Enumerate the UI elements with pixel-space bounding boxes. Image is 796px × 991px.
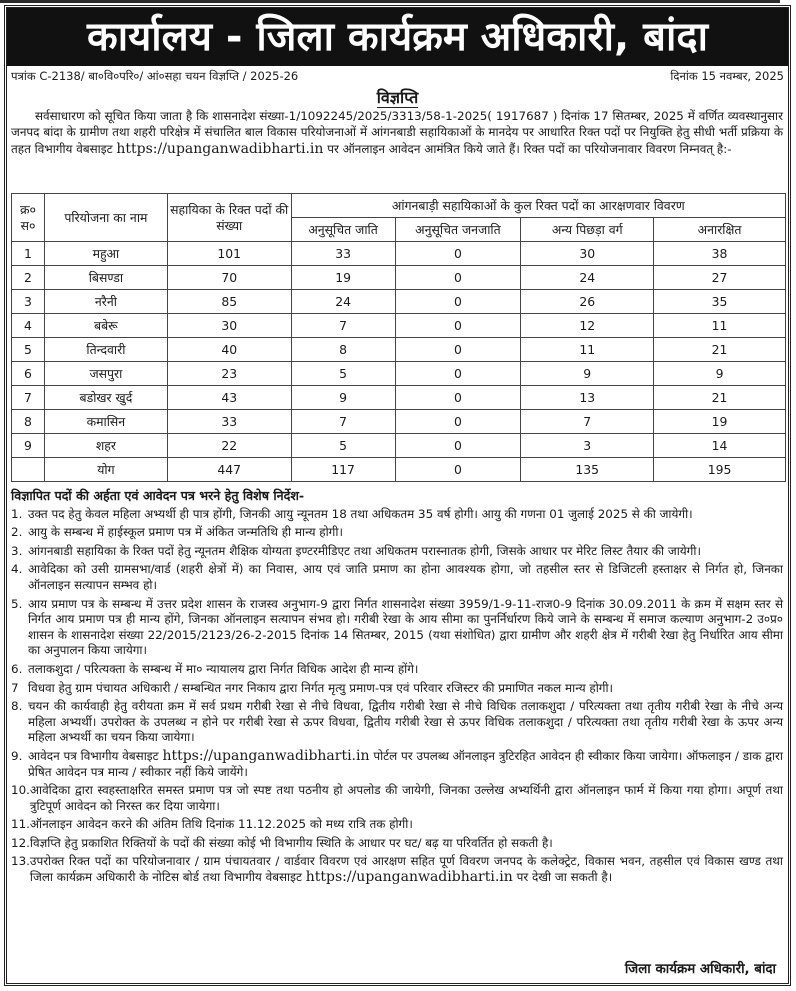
cell-unreserved: 11 xyxy=(654,314,786,338)
cell-unreserved: 9 xyxy=(654,362,786,386)
instruction-number: 10. xyxy=(11,783,30,798)
cell-vacancies: 85 xyxy=(167,290,291,314)
instruction-text-before: उपरोक्त रिक्त पदों का परियोजनावार / ग्राम पंचायतवार / वार्डवार विवरण एवं आरक्षण सहित पूर्ण विवरण जनपद के कलेक्ट्रेट, विकास भवन, तहसील एवं विकास खण्ड तथा जिला कार्यक्रम अधिकारी के नोटिस बोर्ड तथा विभागीय वेबसाइट xyxy=(29,854,783,885)
instruction-text-after: पर देखी जा सकती है। xyxy=(512,870,613,885)
cell-unreserved: 27 xyxy=(654,266,786,290)
reference-row xyxy=(7,66,788,86)
table-total-row xyxy=(12,458,786,482)
col-header-sc: अनुसूचित जाति xyxy=(291,218,395,242)
cell-project: बिसण्डा xyxy=(44,266,167,290)
cell-sc: 8 xyxy=(291,338,395,362)
cell-sno: 4 xyxy=(12,314,45,338)
cell-sc: 19 xyxy=(291,266,395,290)
cell-vacancies: 43 xyxy=(167,386,291,410)
instruction-text: विधवा हेतु ग्राम पंचायत अधिकारी / सम्बन्धित नगर निकाय द्वारा निर्गत मृत्यु प्रमाण-पत्र एवं परिवार रजिस्टर की प्रमाणित नकल मान्य होगी। xyxy=(28,680,614,695)
cell-sno xyxy=(12,458,45,482)
instruction-item xyxy=(11,836,783,852)
cell-obc: 11 xyxy=(521,338,654,362)
instruction-text: आवेदिका द्वारा स्वहस्ताक्षरित समस्त प्रमाण पत्र जो स्पष्ट तथा पठनीय हो अपलोड की जायेगी, जिनका उल्लेख अभ्यर्थिनी द्वारा ऑनलाइन फार्म में किया गया होगा। अपूर्ण तथा त्रुटिपूर्ण आवेदन को निरस्त कर दिया जायेगा। xyxy=(29,783,783,813)
cell-project: जसपुरा xyxy=(44,362,167,386)
cell-vacancies: 40 xyxy=(167,338,291,362)
top-edge-strip xyxy=(0,0,780,3)
table-row xyxy=(12,314,786,338)
col-header-reservation-group: आंगनबाड़ी सहायिकाओं के कुल रिक्त पदों का आरक्षणवार विवरण xyxy=(291,194,785,218)
table-row xyxy=(12,338,786,362)
instruction-item xyxy=(11,854,783,885)
cell-sc: 7 xyxy=(291,314,395,338)
col-header-project: परियोजना का नाम xyxy=(44,194,167,242)
instruction-number: 3. xyxy=(11,543,23,558)
instruction-item xyxy=(11,817,783,833)
cell-project: कमासिन xyxy=(44,410,167,434)
notice-date: दिनांक 15 नवम्बर, 2025 xyxy=(670,69,784,83)
instruction-number: 13. xyxy=(11,854,30,869)
cell-vacancies: 70 xyxy=(167,266,291,290)
letter-number: पत्रांक C-2138/ बा०वि०परि०/ आं०सहा चयन विज्ञप्ति / 2025-26 xyxy=(11,69,299,83)
cell-sno: 9 xyxy=(12,434,45,458)
col-header-vacancies: सहायिका के रिक्त पदों की संख्या xyxy=(167,194,291,242)
cell-vacancies: 33 xyxy=(167,410,291,434)
cell-obc: 3 xyxy=(521,434,654,458)
instructions-section xyxy=(11,488,783,889)
instruction-number: 1. xyxy=(11,506,23,521)
office-title-bar xyxy=(7,8,788,66)
cell-obc: 13 xyxy=(521,386,654,410)
instruction-number: 5. xyxy=(11,596,23,611)
cell-obc: 26 xyxy=(521,290,654,314)
instruction-item xyxy=(11,525,783,541)
cell-sc: 5 xyxy=(291,362,395,386)
cell-obc: 12 xyxy=(521,314,654,338)
cell-obc: 9 xyxy=(521,362,654,386)
table-row xyxy=(12,290,786,314)
cell-sc: 24 xyxy=(291,290,395,314)
instruction-text: चयन की कार्यवाही हेतु वरीयता क्रम में सर्व प्रथम गरीबी रेखा से नीचे विधवा, द्वितीय गरीबी रेखा से नीचे विधिक तलाकशुदा / परित्यक्ता तथा तृतीय गरीबी रेखा के नीचे अन्य महिला अभ्यर्थी। उपरोक्त के उपलब्ध न होने पर गरीबी रेखा से ऊपर विधवा, द्वितीय गरीबी रेखा से ऊपर विधिक तलाकशुदा / परित्यक्ता तथा तृतीय गरीबी रेखा के ऊपर अन्य महिला अभ्यर्थी का चयन किया जायेगा। xyxy=(28,699,783,745)
signature-block: जिला कार्यक्रम अधिकारी, बांदा xyxy=(624,962,776,977)
instruction-number: 2. xyxy=(11,525,23,540)
cell-total-vacancies: 447 xyxy=(167,458,291,482)
cell-total-unreserved: 195 xyxy=(654,458,786,482)
website-link[interactable]: https://upanganwadibharti.in xyxy=(162,747,370,764)
website-link[interactable]: https://upanganwadibharti.in xyxy=(116,140,324,157)
notice-title-text: विज्ञप्ति xyxy=(376,88,419,107)
instruction-text-before: आवेदन पत्र विभागीय वेबसाइट xyxy=(28,748,163,763)
instruction-number: 7 xyxy=(11,680,19,695)
cell-project: नरैनी xyxy=(44,290,167,314)
cell-sno: 2 xyxy=(12,266,45,290)
instruction-number: 6. xyxy=(11,661,23,676)
instruction-item xyxy=(11,507,783,523)
intro-paragraph xyxy=(11,108,783,157)
cell-vacancies: 30 xyxy=(167,314,291,338)
col-header-sno: क्र० स० xyxy=(12,194,45,242)
cell-project: तिन्दवारी xyxy=(44,338,167,362)
instructions-list xyxy=(11,507,783,886)
table-row xyxy=(12,266,786,290)
instruction-item xyxy=(11,783,783,814)
instruction-text: आय प्रमाण पत्र के सम्बन्ध में उत्तर प्रदेश शासन के राजस्व अनुभाग-9 द्वारा निर्गत शासनादेश संख्या 3959/1-9-11-राज0-9 दिनांक 30.09.2011 के क्रम में सक्षम स्तर से निर्गत आय प्रमाण पत्र ही मान्य होंगे, जिनका ऑनलाइन सत्यापन संभव हो। गरीबी रेखा के आय सीमा का पुनर्निर्धारण किये जाने के सम्बन्ध में समाज कल्याण अनुभाग-2 उ०प्र० शासन के शासनादेश संख्या 22/2015/2123/26-2-2015 दिनांक 14 सितम्बर, 2015 (यथा संशोधित) द्वारा ग्रामीण और शहरी क्षेत्र में गरीबी रेखा हेतु निर्धारित आय सीमा का अनुपालन किया जायेगा। xyxy=(28,596,783,658)
cell-vacancies: 101 xyxy=(167,242,291,266)
cell-vacancies: 22 xyxy=(167,434,291,458)
cell-st: 0 xyxy=(395,314,521,338)
cell-total-label: योग xyxy=(44,458,167,482)
cell-total-obc: 135 xyxy=(521,458,654,482)
cell-project: बबेरू xyxy=(44,314,167,338)
instruction-item xyxy=(11,749,783,780)
col-header-obc: अन्य पिछड़ा वर्ग xyxy=(521,218,654,242)
instruction-item xyxy=(11,597,783,659)
cell-st: 0 xyxy=(395,290,521,314)
instruction-number: 8. xyxy=(11,699,23,714)
instruction-number: 11. xyxy=(11,817,30,832)
cell-st: 0 xyxy=(395,362,521,386)
table-row xyxy=(12,242,786,266)
notice-title xyxy=(7,86,788,108)
instruction-text: ऑनलाइन आवेदन करने की अंतिम तिथि दिनांक 11.12.2025 को मध्य रात्रि तक होगी। xyxy=(29,817,413,832)
col-header-st: अनुसूचित जनजाति xyxy=(395,218,521,242)
instruction-text: तलाकशुदा / परित्यक्ता के सम्बन्ध में मा० न्यायालय द्वारा निर्गत विधिक आदेश ही मान्य होंगे। xyxy=(28,661,419,676)
cell-unreserved: 21 xyxy=(654,338,786,362)
cell-st: 0 xyxy=(395,338,521,362)
cell-sno: 7 xyxy=(12,386,45,410)
col-header-unreserved: अनारक्षित xyxy=(654,218,786,242)
intro-text-part2: पर ऑनलाइन आवेदन आमंत्रित किये जाते हैं। रिक्त पदों का परियोजनावार विवरण निम्नवत् है:- xyxy=(323,141,732,156)
cell-st: 0 xyxy=(395,410,521,434)
cell-st: 0 xyxy=(395,386,521,410)
table-row xyxy=(12,434,786,458)
instruction-text: आंगनबाडी सहायिका के रिक्त पदों हेतु न्यूनतम शैक्षिक योग्यता इण्टरमीडिएट तथा अधिकतम परास्नातक होगी, जिसके आधार पर मेरिट लिस्ट तैयार की जायेगी। xyxy=(28,543,701,558)
instruction-text: आयु के सम्बन्ध में हाईस्कूल प्रमाण पत्र में अंकित जन्मतिथि ही मान्य होगी। xyxy=(28,525,343,540)
cell-sno: 8 xyxy=(12,410,45,434)
notice-frame xyxy=(4,5,791,986)
table-row xyxy=(12,386,786,410)
instruction-text-after: पोर्टल पर उपलब्ध ऑनलाइन त्रुटिरहित आवेदन ही स्वीकार किया जायेगा। ऑफलाइन / डाक द्वारा प्रेषित आवेदन पत्र मान्य / स्वीकार नहीं किये जायेंगे। xyxy=(28,748,783,779)
cell-st: 0 xyxy=(395,434,521,458)
instruction-text: आवेदिका को उसी ग्रामसभा/वार्ड (शहरी क्षेत्रों में) का निवास, आय एवं जाति प्रमाण का होना आवश्यक होगा, जो तहसील स्तर से डिजिटली हस्ताक्षर से निर्गत हो, जिनका ऑनलाइन सत्यापन सम्भव हो। xyxy=(28,562,783,592)
cell-sno: 1 xyxy=(12,242,45,266)
instruction-number: 9. xyxy=(11,748,23,763)
cell-st: 0 xyxy=(395,242,521,266)
office-title: कार्यालय - जिला कार्यक्रम अधिकारी, बांदा xyxy=(87,14,708,60)
cell-obc: 30 xyxy=(521,242,654,266)
cell-total-sc: 117 xyxy=(291,458,395,482)
instruction-item xyxy=(11,544,783,560)
cell-sno: 6 xyxy=(12,362,45,386)
instruction-item xyxy=(11,699,783,746)
table-header-row-1 xyxy=(12,194,786,218)
table-row xyxy=(12,362,786,386)
cell-project: महुआ xyxy=(44,242,167,266)
instruction-text xyxy=(30,854,783,885)
instruction-number: 12. xyxy=(11,835,30,850)
cell-sno: 5 xyxy=(12,338,45,362)
website-link[interactable]: https://upanganwadibharti.in xyxy=(305,869,513,886)
cell-sc: 7 xyxy=(291,410,395,434)
cell-unreserved: 35 xyxy=(654,290,786,314)
cell-sc: 33 xyxy=(291,242,395,266)
cell-st: 0 xyxy=(395,266,521,290)
instruction-text: विज्ञप्ति हेतु प्रकाशित रिक्तियों के पदों की संख्या कोई भी विभागीय स्थिति के आधार पर घट/ बढ़ या परिवर्तित हो सकती है। xyxy=(29,835,553,850)
cell-vacancies: 23 xyxy=(167,362,291,386)
cell-unreserved: 14 xyxy=(654,434,786,458)
cell-unreserved: 19 xyxy=(654,410,786,434)
cell-sc: 5 xyxy=(291,434,395,458)
cell-project: शहर xyxy=(44,434,167,458)
intro-text-part1: सर्वसाधारण को सूचित किया जाता है कि शासनादेश संख्या-1/1092245/2025/3313/58-1-2025( 1917687 ) दिनांक 17 सितम्बर, 2025 में वर्णित व्यवस्थानुसार जनपद बांदा के ग्रामीण तथा शहरी परिक्षेत्र में संचालित बाल विकास परियोजनाओं में आंगनबाडी सहायिकाओं के मानदेय पर आधारित रिक्त पदों पर नियुक्ति हेतु सीधी भर्ती प्रक्रिया के तहत विभागीय वेबसाइट xyxy=(11,109,783,156)
instructions-heading: विज्ञापित पदों की अर्हता एवं आवेदन पत्र भरने हेतु विशेष निर्देश- xyxy=(11,488,305,503)
instruction-text xyxy=(28,749,783,780)
instruction-item xyxy=(11,562,783,593)
cell-obc: 7 xyxy=(521,410,654,434)
cell-obc: 24 xyxy=(521,266,654,290)
table-row xyxy=(12,410,786,434)
cell-sc: 9 xyxy=(291,386,395,410)
instruction-item xyxy=(11,662,783,678)
instruction-number: 4. xyxy=(11,562,23,577)
cell-total-st: 0 xyxy=(395,458,521,482)
instruction-item xyxy=(11,681,783,697)
cell-sno: 3 xyxy=(12,290,45,314)
vacancy-table xyxy=(11,193,786,482)
cell-unreserved: 38 xyxy=(654,242,786,266)
instruction-text: उक्त पद हेतु केवल महिला अभ्यर्थी ही पात्र होंगी, जिनकी आयु न्यूनतम 18 तथा अधिकतम 35 वर्ष होगी। आयु की गणना 01 जुलाई 2025 से की जायेगी। xyxy=(28,506,693,521)
cell-unreserved: 21 xyxy=(654,386,786,410)
cell-project: बडोखर खुर्द xyxy=(44,386,167,410)
